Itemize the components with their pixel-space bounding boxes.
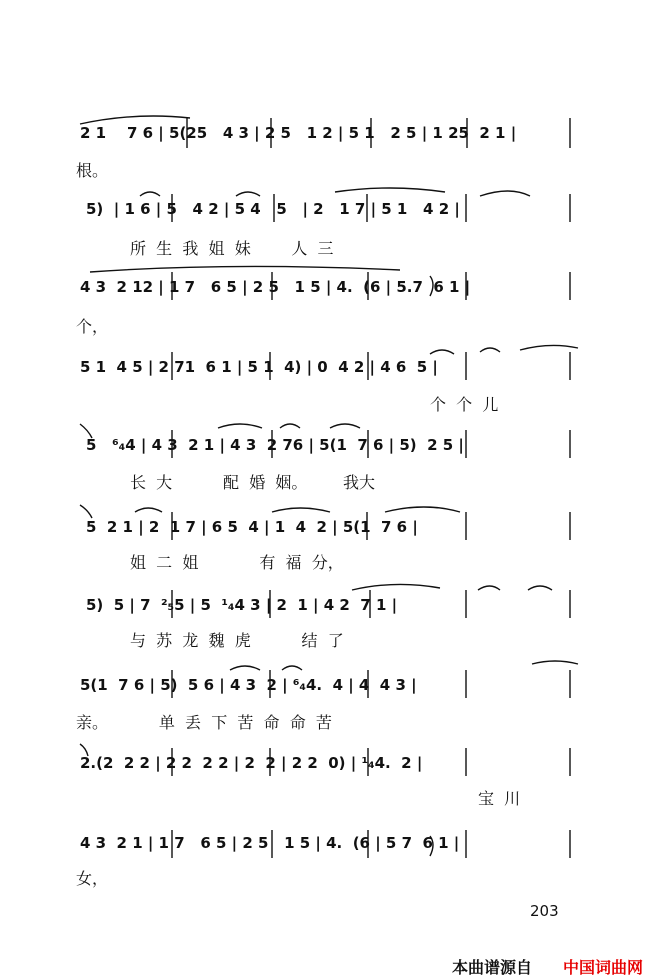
system-1-notes: 2 1 7 6 | 5(25 4 3 | 2 5 1 2 | 5 1 2 5 | 1 25 2 1 | <box>80 124 517 142</box>
system-10-lyrics: 女， <box>76 869 109 888</box>
system-6-lyrics: 姐 二 姐 有 福 分， <box>130 553 344 572</box>
footer-site-name[interactable]: 中国词曲网 <box>563 958 644 977</box>
system-4-lyrics: 个 个 儿 <box>430 395 499 414</box>
footer-source-label: 本曲谱源自 <box>452 958 533 977</box>
system-8-lyrics: 亲。 单 丢 下 苦 命 命 苦 <box>76 713 332 732</box>
system-5-notes: 5 ⁶₄4 | 4 3 2 1 | 4 3 2 76 | 5(1 7 6 | 5) 2 5 | <box>86 436 464 454</box>
system-7-notes: 5) 5 | 7 ²₅5 | 5 ¹₄4 3 | 2 1 | 4 2 7 1 | <box>86 596 398 614</box>
system-9-notes: 2.(2 2 2 | 2 2 2 2 | 2 2 | 2 2 0) | ¹₄4. 2 | <box>80 754 423 772</box>
system-3-notes: 4 3 2 12 | 1 7 6 5 | 2 5 1 5 | 4. (6 | 5.7 6 1 | <box>80 278 471 296</box>
system-9-lyrics: 宝 川 <box>478 789 521 808</box>
system-7-lyrics: 与 苏 龙 魏 虎 结 了 <box>130 631 344 650</box>
system-2-notes: 5) | 1 6 | 5 4 2 | 5 4 5 | 2 1 7 | 5 1 4 2 | <box>86 200 460 218</box>
page-number: 203 <box>530 902 559 920</box>
system-8-notes: 5(1 7 6 | 5) 5 6 | 4 3 2 | ⁶₄4. 4 | 4 4 3 | <box>80 676 417 694</box>
system-4-notes: 5 1 4 5 | 2 71 6 1 | 5 1 4) | 0 4 2 | 4 6 5 | <box>80 358 438 376</box>
system-6-notes: 5 2 1 | 2 1 7 | 6 5 4 | 1 4 2 | 5(1 7 6 | <box>86 518 418 536</box>
system-1-lyrics: 根。 <box>76 161 109 180</box>
system-2-lyrics: 所 生 我 姐 妹 人 三 <box>130 239 334 258</box>
system-10-notes: 4 3 2 1 | 1 7 6 5 | 2 5 1 5 | 4. (6 | 5 7 6 1 | <box>80 834 460 852</box>
system-5-lyrics: 长 大 配 婚 姻。 我大 <box>130 473 375 492</box>
system-3-lyrics: 个， <box>76 317 109 336</box>
